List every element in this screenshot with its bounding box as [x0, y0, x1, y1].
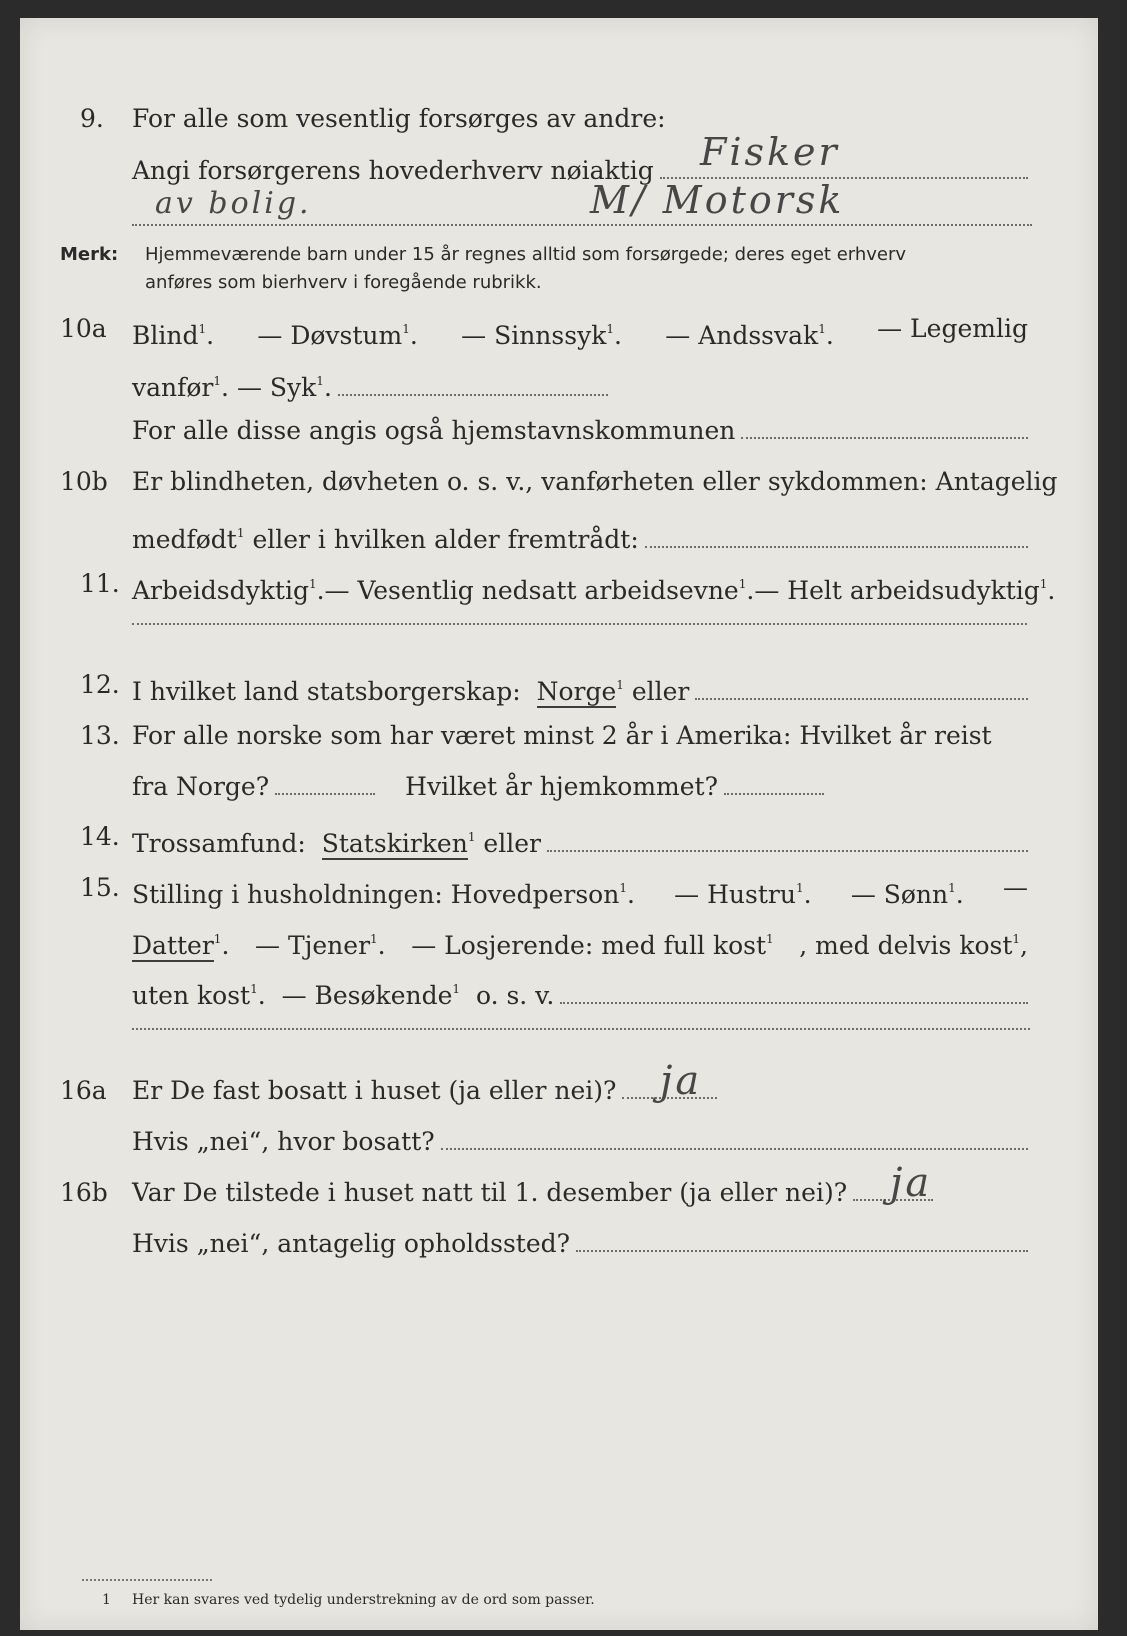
q10a-option-vanfor: vanfør$^1$.	[132, 373, 237, 402]
footnote-divider	[82, 1579, 212, 1581]
q16b-opholdssted-label: Hvis „nei“, antagelig opholdssted?	[132, 1229, 571, 1258]
q10a-number: 10a	[60, 314, 107, 343]
q14-label: Trossamfund:	[132, 829, 306, 858]
q15-uten-kost: uten kost$^1$.	[132, 981, 282, 1010]
q16b-question: Var De tilstede i huset natt til 1. desember (ja eller nei)?	[132, 1178, 848, 1207]
q15-tjener: — Tjener$^1$.	[255, 931, 386, 960]
q11-option-nedsatt: — Vesentlig nedsatt arbeidsevne$^1$.	[324, 576, 755, 605]
q10a-options	[132, 314, 1028, 351]
q15-answer-line	[560, 1002, 1028, 1004]
q10b-medfodt: medfødt$^1$	[132, 525, 245, 554]
q16a-question: Er De fast bosatt i huset (ja eller nei)?	[132, 1076, 617, 1105]
q14-answer-line	[547, 850, 1028, 852]
q15-number: 15.	[80, 873, 120, 902]
q10b-alder-label: eller i hvilken alder fremtrådt:	[252, 525, 639, 554]
q10a-option-legemlig: — Legemlig	[877, 314, 1028, 343]
q15-delvis-kost: , med delvis kost$^1$,	[799, 931, 1028, 960]
q9-answer-line-2	[132, 224, 1032, 226]
census-form-page	[20, 18, 1098, 1630]
merk-label: Merk:	[60, 244, 119, 265]
q14-number: 14.	[80, 822, 120, 851]
q10b-number: 10b	[60, 467, 108, 496]
q16b-handwritten-answer: ja	[890, 1160, 933, 1206]
q15-dash: —	[1003, 873, 1028, 902]
q12-option-norge: Norge$^1$	[536, 677, 624, 706]
q12-number: 12.	[80, 670, 120, 699]
q9-number: 9.	[80, 104, 104, 133]
q13-number: 13.	[80, 721, 120, 750]
q14-option-statskirken: Statskirken$^1$	[321, 829, 476, 858]
q9-line-1: For alle som vesentlig forsørges av andre:	[132, 104, 666, 133]
merk-line-1: Hjemmeværende barn under 15 år regnes alltid som forsørgede; deres eget erhverv	[145, 244, 907, 265]
q13-reist-label: fra Norge?	[132, 772, 270, 801]
q15-sonn: — Sønn$^1$.	[850, 880, 964, 909]
q16b-opholdssted-line	[576, 1250, 1028, 1252]
footnote-text: Her kan svares ved tydelig understrekning av de ord som passer.	[132, 1592, 595, 1608]
q10b-line-1: Er blindheten, døvheten o. s. v., vanførheten eller sykdommen: Antagelig	[132, 467, 1058, 496]
q11-answer-line	[132, 623, 1027, 625]
q10a-option-syk: — Syk$^1$.	[236, 373, 332, 402]
q14-eller: eller	[483, 829, 541, 858]
q16a-handwritten-answer: ja	[660, 1058, 703, 1104]
q15-osv: o. s. v.	[475, 981, 555, 1010]
q15-hovedperson: Stilling i husholdningen: Hovedperson$^1$.	[132, 880, 635, 909]
q10a-hjemstavn-label: For alle disse angis også hjemstavnskommunen	[132, 416, 736, 445]
q16a-bosatt-line	[441, 1148, 1028, 1150]
q11-number: 11.	[80, 569, 120, 598]
footnote-mark: 1	[102, 1592, 111, 1608]
q10a-option-dovstum: — Døvstum$^1$.	[257, 321, 418, 350]
q12-label: I hvilket land statsborgerskap:	[132, 677, 521, 706]
q10a-option-andssvak: — Andssvak$^1$.	[665, 321, 834, 350]
q15-datter: Datter$^1$.	[132, 931, 230, 960]
q13-hjemkommet-label: Hvilket år hjemkommet?	[405, 772, 719, 801]
q9-line-2: Angi forsørgerens hovederhverv nøiaktig	[132, 156, 654, 185]
q11-option-udyktig: — Helt arbeidsudyktig$^1$.	[754, 576, 1056, 605]
q15-hustru: — Hustru$^1$.	[674, 880, 812, 909]
q11-option-arbeidsdyktig: Arbeidsdyktig$^1$.	[132, 576, 325, 605]
q9-handwritten-motorsk: M/ Motorsk	[590, 178, 845, 222]
merk-line-2: anføres som bierhverv i foregående rubrikk.	[145, 272, 542, 293]
q10a-option-blind: Blind$^1$.	[132, 321, 215, 350]
q10a-syk-line	[338, 394, 608, 396]
footnote	[102, 1592, 595, 1608]
q10b-answer-line	[645, 546, 1028, 548]
q13-reist-line	[275, 793, 375, 795]
q9-handwritten-bolig: av bolig.	[155, 186, 312, 221]
q16a-number: 16a	[60, 1076, 107, 1105]
q12-eller: eller	[631, 677, 690, 706]
q10a-hjemstavn-line	[741, 437, 1028, 439]
q16a-bosatt-label: Hvis „nei“, hvor bosatt?	[132, 1127, 435, 1156]
q12-answer-line	[695, 698, 1028, 700]
q15-answer-line-2	[132, 1028, 1030, 1030]
q9-handwritten-fisker: Fisker	[700, 130, 840, 174]
q13-line-1: For alle norske som har været minst 2 år i Amerika: Hvilket år reist	[132, 721, 992, 750]
q15-full-kost: — Losjerende: med full kost$^1$	[411, 931, 774, 960]
q16b-number: 16b	[60, 1178, 108, 1207]
q15-besokende: — Besøkende$^1$	[281, 981, 461, 1010]
q10a-option-sinnssyk: — Sinnssyk$^1$.	[461, 321, 622, 350]
q13-hjemkommet-line	[724, 793, 824, 795]
